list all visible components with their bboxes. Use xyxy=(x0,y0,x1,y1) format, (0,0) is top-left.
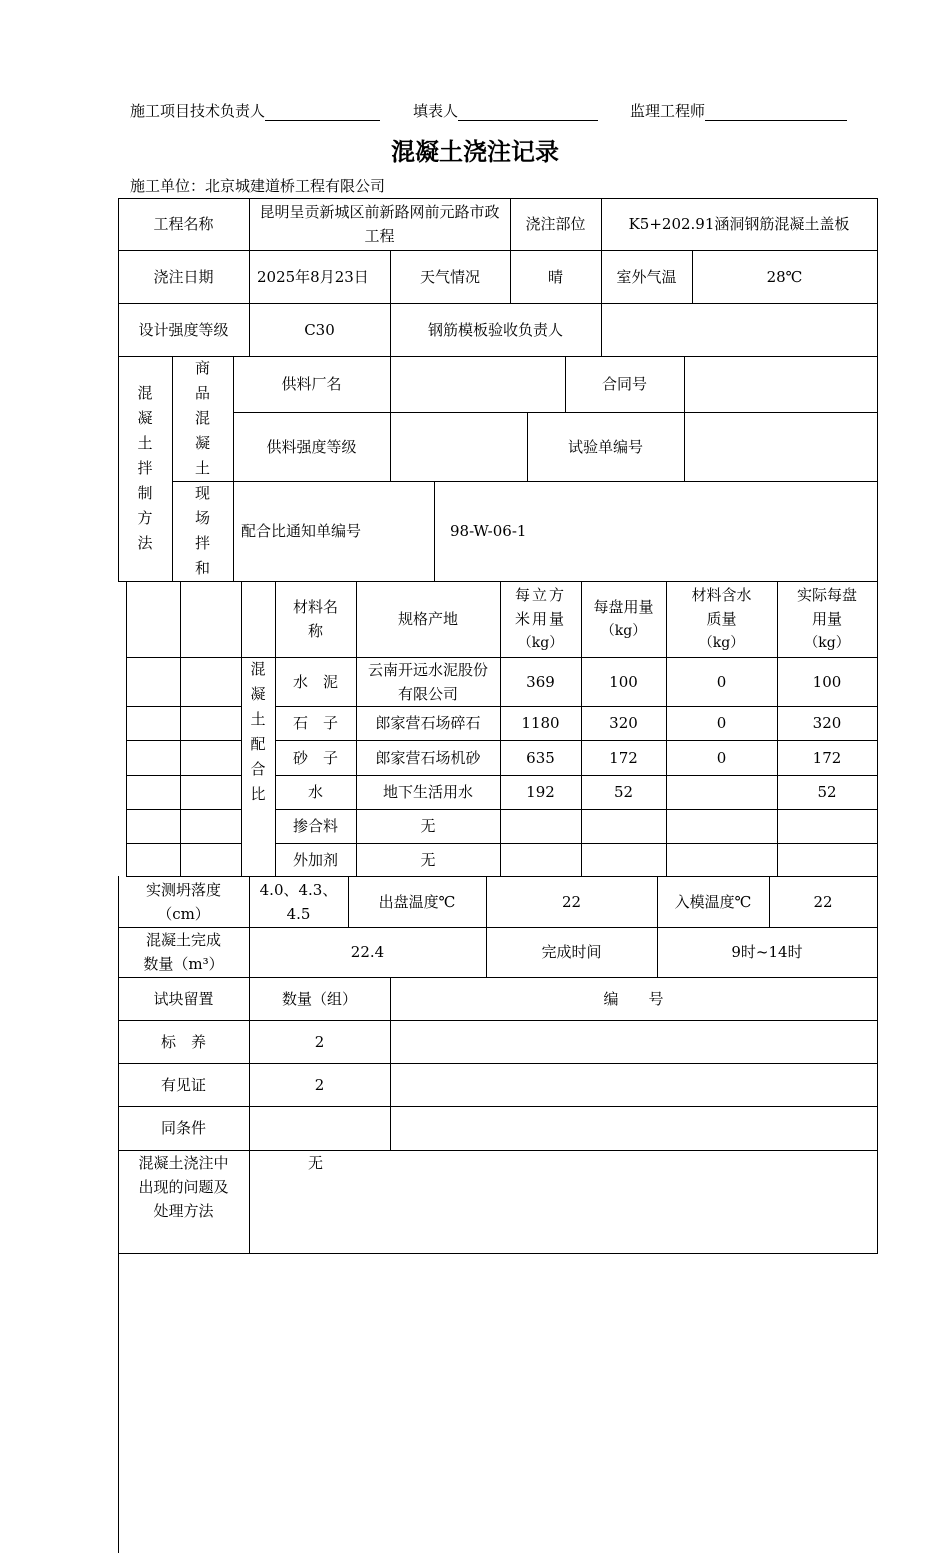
mix-row-per-batch xyxy=(581,843,667,877)
supervisor-line xyxy=(705,104,847,121)
construction-unit: 施工单位：北京城建道桥工程有限公司 xyxy=(130,177,386,195)
header-moisture-unit: （kg） xyxy=(698,635,745,651)
supply-grade-label: 供料强度等级 xyxy=(233,412,391,482)
header-per-batch-text: 每盘用量 xyxy=(593,598,654,616)
inspector-label: 钢筋模板验收负责人 xyxy=(390,303,602,357)
outdoor-temp-label: 室外气温 xyxy=(601,250,693,304)
blank-cell xyxy=(126,706,181,741)
mix-row-moisture xyxy=(666,775,778,810)
tech-lead-label: 施工项目技术负责人 xyxy=(130,102,266,120)
mix-row-spec: 云南开远水泥股份有限公司 xyxy=(356,657,501,707)
project-name-label: 工程名称 xyxy=(118,198,250,251)
mix-row-actual: 100 xyxy=(777,657,878,707)
signature-filler xyxy=(413,100,598,121)
outdoor-temp-value: 28℃ xyxy=(692,250,878,304)
signature-supervisor xyxy=(630,100,847,121)
specimen-row-number xyxy=(390,1020,878,1064)
blank-cell xyxy=(126,657,181,707)
pour-date-label: 浇注日期 xyxy=(118,250,250,304)
page-title: 混凝土浇注记录 xyxy=(391,138,559,166)
inspector-value xyxy=(601,303,878,357)
specimen-row-name: 同条件 xyxy=(118,1106,250,1151)
mix-row-per-m3: 192 xyxy=(500,775,582,810)
blank-cell xyxy=(180,581,242,658)
mix-row-moisture xyxy=(666,843,778,877)
header-material: 材料名称 xyxy=(275,581,357,658)
mold-temp-value: 22 xyxy=(769,876,878,928)
contract-value xyxy=(684,356,878,413)
blank-cell xyxy=(180,809,242,844)
pour-part-value: K5+202.91涵洞钢筋混凝土盖板 xyxy=(601,198,878,251)
mix-ratio-side-label: 混凝土配合比 xyxy=(241,657,276,877)
issues-value: 无 xyxy=(249,1150,878,1254)
pour-date-value: 2025年8月23日 xyxy=(249,250,391,304)
mix-row-actual: 52 xyxy=(777,775,878,810)
specimen-row-count xyxy=(249,1106,391,1151)
mix-row-material: 外加剂 xyxy=(275,843,357,877)
mix-row-spec: 郎家营石场机砂 xyxy=(356,740,501,776)
filler-line xyxy=(458,104,598,121)
specimen-row-name: 标 养 xyxy=(118,1020,250,1064)
design-grade-label: 设计强度等级 xyxy=(118,303,250,357)
finish-time-value: 9时~14时 xyxy=(657,927,878,978)
header-per-m3-unit: （kg） xyxy=(517,635,564,651)
mix-row-per-m3: 369 xyxy=(500,657,582,707)
blank-cell xyxy=(126,581,181,658)
mix-row-per-batch: 320 xyxy=(581,706,667,741)
slump-value: 4.0、4.3、4.5 xyxy=(249,876,349,928)
mix-row-per-m3: 1180 xyxy=(500,706,582,741)
design-grade-value: C30 xyxy=(249,303,391,357)
supply-grade-value xyxy=(390,412,528,482)
blank-cell xyxy=(180,706,242,741)
mix-row-actual xyxy=(777,843,878,877)
mix-row-spec: 无 xyxy=(356,809,501,844)
mix-row-actual xyxy=(777,809,878,844)
mix-row-per-m3 xyxy=(500,809,582,844)
mix-row-per-m3: 635 xyxy=(500,740,582,776)
blank-cell xyxy=(126,843,181,877)
mix-row-per-batch: 172 xyxy=(581,740,667,776)
specimen-row-count: 2 xyxy=(249,1020,391,1064)
finish-time-label: 完成时间 xyxy=(486,927,658,978)
mix-row-spec: 无 xyxy=(356,843,501,877)
blank-cell xyxy=(126,775,181,810)
header-moisture xyxy=(666,581,778,658)
pour-part-label: 浇注部位 xyxy=(510,198,602,251)
mix-row-per-batch xyxy=(581,809,667,844)
specimen-count-label: 数量（组） xyxy=(249,977,391,1021)
mix-row-actual: 320 xyxy=(777,706,878,741)
specimen-row-name: 有见证 xyxy=(118,1063,250,1107)
mix-row-per-batch: 100 xyxy=(581,657,667,707)
mix-row-material: 掺合料 xyxy=(275,809,357,844)
header-actual-text: 实际每盘用量 xyxy=(796,586,857,628)
supplier-value xyxy=(390,356,566,413)
tech-lead-line xyxy=(265,104,380,121)
mix-row-spec: 郎家营石场碎石 xyxy=(356,706,501,741)
issues-label: 混凝土浇注中出现的问题及处理方法 xyxy=(118,1150,250,1254)
mix-row-moisture: 0 xyxy=(666,657,778,707)
header-per-m3-text: 每立方米用量 xyxy=(514,586,566,628)
blank-cell xyxy=(126,809,181,844)
header-moisture-text: 材料含水质量 xyxy=(691,586,752,628)
signature-tech-lead xyxy=(130,100,380,121)
commercial-concrete-label: 商品混凝土 xyxy=(172,356,234,482)
blank-cell xyxy=(180,775,242,810)
mix-row-material: 水 泥 xyxy=(275,657,357,707)
header-spec: 规格产地 xyxy=(356,581,501,658)
specimen-row-number xyxy=(390,1063,878,1107)
out-temp-label: 出盘温度℃ xyxy=(348,876,487,928)
test-number-value xyxy=(684,412,878,482)
specimen-row-number xyxy=(390,1106,878,1151)
header-actual xyxy=(777,581,878,658)
mix-row-spec: 地下生活用水 xyxy=(356,775,501,810)
slump-label: 实测坍落度（cm） xyxy=(118,876,250,928)
specimen-label: 试块留置 xyxy=(118,977,250,1021)
weather-value: 晴 xyxy=(510,250,602,304)
mix-notice-label: 配合比通知单编号 xyxy=(233,481,435,582)
specimen-row-count: 2 xyxy=(249,1063,391,1107)
blank-cell xyxy=(180,657,242,707)
blank-cell xyxy=(180,740,242,776)
mix-row-moisture xyxy=(666,809,778,844)
mix-notice-value: 98-W-06-1 xyxy=(434,481,878,582)
supplier-label: 供料厂名 xyxy=(233,356,391,413)
site-mixing-label: 现场拌和 xyxy=(172,481,234,582)
filler-label: 填表人 xyxy=(413,102,459,120)
blank-cell xyxy=(180,843,242,877)
header-per-m3 xyxy=(500,581,582,658)
header-per-batch xyxy=(581,581,667,658)
mixing-method-label: 混凝土拌制方法 xyxy=(118,356,173,582)
mix-row-material: 砂 子 xyxy=(275,740,357,776)
supervisor-label: 监理工程师 xyxy=(630,102,706,120)
specimen-number-label: 编 号 xyxy=(390,977,878,1021)
mold-temp-label: 入模温度℃ xyxy=(657,876,770,928)
header-per-batch-unit: （kg） xyxy=(600,623,647,639)
mix-row-moisture: 0 xyxy=(666,740,778,776)
mix-row-material: 水 xyxy=(275,775,357,810)
test-number-label: 试验单编号 xyxy=(527,412,685,482)
mix-row-per-m3 xyxy=(500,843,582,877)
out-temp-value: 22 xyxy=(486,876,658,928)
weather-label: 天气情况 xyxy=(390,250,511,304)
volume-value: 22.4 xyxy=(249,927,487,978)
mix-row-actual: 172 xyxy=(777,740,878,776)
header-actual-unit: （kg） xyxy=(804,635,850,651)
mix-row-per-batch: 52 xyxy=(581,775,667,810)
blank-cell xyxy=(241,581,276,658)
contract-label: 合同号 xyxy=(565,356,685,413)
mix-row-moisture: 0 xyxy=(666,706,778,741)
blank-cell xyxy=(126,740,181,776)
volume-label: 混凝土完成数量（m³） xyxy=(118,927,250,978)
project-name-value: 昆明呈贡新城区前新路网前元路市政工程 xyxy=(249,198,511,251)
mix-row-material: 石 子 xyxy=(275,706,357,741)
